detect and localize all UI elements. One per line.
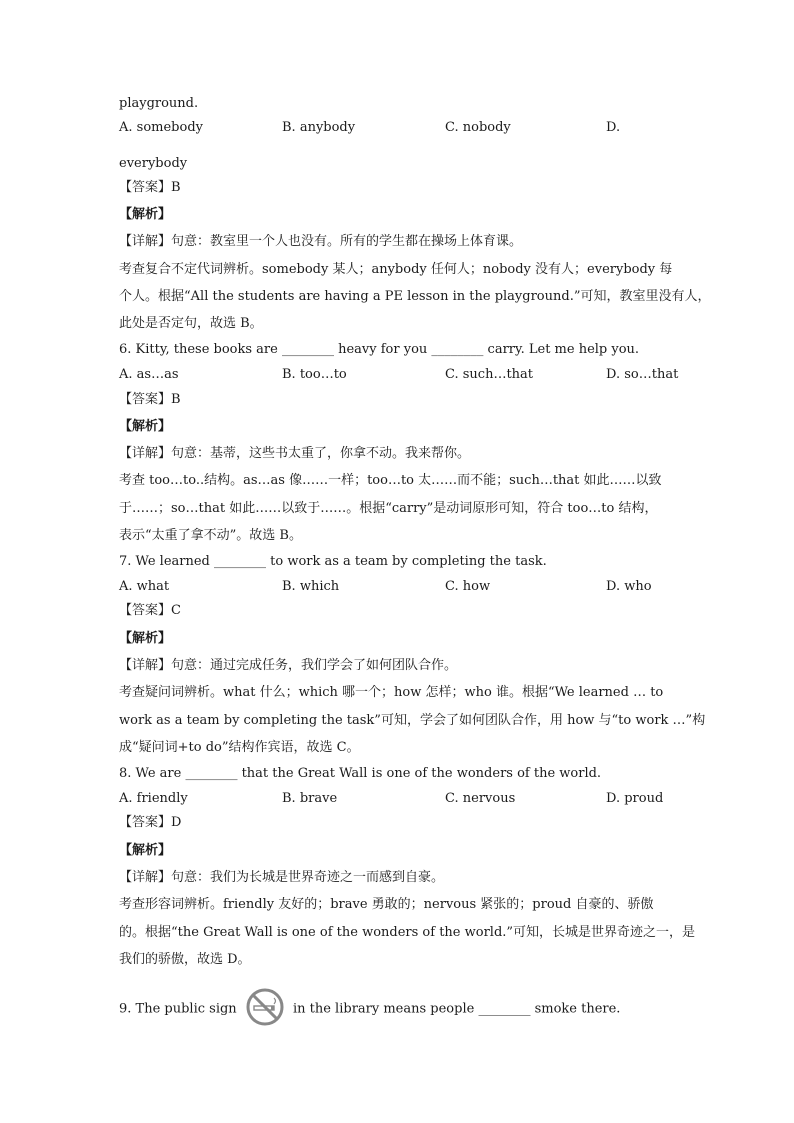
q6-option-c: C. such…that bbox=[445, 367, 534, 382]
q5-analysis-heading: 【解析】 bbox=[119, 207, 172, 222]
q6-explanation-1: 考查 too…to..结构。as…as 像……一样；too…to 太……而不能；such…that 如此……以致 bbox=[119, 473, 662, 488]
q5-explanation-1: 考查复合不定代词辨析。somebody 某人；anybody 任何人；nobody 没有人；everybody 每 bbox=[119, 262, 673, 277]
q8-stem: 8. We are ________ that the Great Wall is one of the wonders of the world. bbox=[119, 766, 602, 781]
q5-option-b: B. anybody bbox=[282, 120, 356, 135]
q7-option-b: B. which bbox=[282, 579, 340, 594]
q6-answer: 【答案】B bbox=[119, 392, 181, 407]
q8-option-b: B. brave bbox=[282, 791, 338, 806]
q7-option-c: C. how bbox=[445, 579, 491, 594]
q5-option-c: C. nobody bbox=[445, 120, 511, 135]
q5-explanation-3: 此处是否定句，故选 B。 bbox=[119, 316, 263, 331]
q8-explanation-2: 的。根据“the Great Wall is one of the wonders of the world.”可知，长城是世界奇迹之一，是 bbox=[119, 925, 696, 940]
q7-detail: 【详解】句意：通过完成任务，我们学会了如何团队合作。 bbox=[119, 658, 458, 673]
q9-stem-pre: 9. The public sign bbox=[119, 1001, 237, 1017]
q7-option-a: A. what bbox=[119, 579, 170, 594]
q6-detail: 【详解】句意：基蒂，这些书太重了，你拿不动。我来帮你。 bbox=[119, 446, 471, 461]
q6-stem: 6. Kitty, these books are ________ heavy for you ________ carry. Let me help you. bbox=[119, 342, 640, 357]
q6-option-b: B. too…to bbox=[282, 367, 347, 382]
q8-option-a: A. friendly bbox=[119, 791, 188, 806]
q8-explanation-1: 考查形容词辨析。friendly 友好的；brave 勇敢的；nervous 紧张的；proud 自豪的、骄傲 bbox=[119, 897, 654, 912]
q7-explanation-1: 考查疑问词辨析。what 什么；which 哪一个；how 怎样；who 谁。根据“We learned … to bbox=[119, 685, 664, 700]
q7-explanation-2: work as a team by completing the task”可知，学会了如何团队合作，用 how 与“to work …”构 bbox=[119, 713, 706, 728]
q5-stem-tail: playground. bbox=[119, 96, 199, 111]
q8-option-d: D. proud bbox=[606, 791, 664, 806]
q7-option-d: D. who bbox=[606, 579, 652, 594]
q6-option-d: D. so…that bbox=[606, 367, 679, 382]
q5-answer: 【答案】B bbox=[119, 180, 181, 195]
q6-explanation-2: 于……；so…that 如此……以致于……。根据“carry”是动词原形可知，符合 too…to 结构， bbox=[119, 501, 658, 516]
q5-option-d-text: everybody bbox=[119, 156, 188, 171]
q5-option-d: D. bbox=[606, 120, 621, 135]
no-smoking-icon bbox=[245, 987, 285, 1027]
q8-option-c: C. nervous bbox=[445, 791, 516, 806]
q8-analysis-heading: 【解析】 bbox=[119, 843, 172, 858]
q7-answer: 【答案】C bbox=[119, 603, 181, 618]
q6-explanation-3: 表示“太重了拿不动”。故选 B。 bbox=[119, 528, 302, 543]
q9-stem-post: in the library means people ________ smoke there. bbox=[292, 1001, 621, 1017]
q8-detail: 【详解】句意：我们为长城是世界奇迹之一而感到自豪。 bbox=[119, 870, 445, 885]
q8-explanation-3: 我们的骄傲，故选 D。 bbox=[119, 952, 251, 967]
q8-answer: 【答案】D bbox=[119, 815, 182, 830]
q5-option-a: A. somebody bbox=[119, 120, 203, 135]
q5-explanation-2: 个人。根据“All the students are having a PE lesson in the playground.”可知，教室里没有人， bbox=[119, 289, 711, 304]
q6-analysis-heading: 【解析】 bbox=[119, 419, 172, 434]
q9-stem bbox=[119, 989, 620, 1029]
q5-detail: 【详解】句意：教室里一个人也没有。所有的学生都在操场上体育课。 bbox=[119, 234, 523, 249]
q7-analysis-heading: 【解析】 bbox=[119, 631, 172, 646]
q7-explanation-3: 成“疑问词+to do”结构作宾语，故选 C。 bbox=[119, 740, 360, 755]
q7-stem: 7. We learned ________ to work as a team by completing the task. bbox=[119, 554, 547, 569]
q6-option-a: A. as…as bbox=[119, 367, 179, 382]
